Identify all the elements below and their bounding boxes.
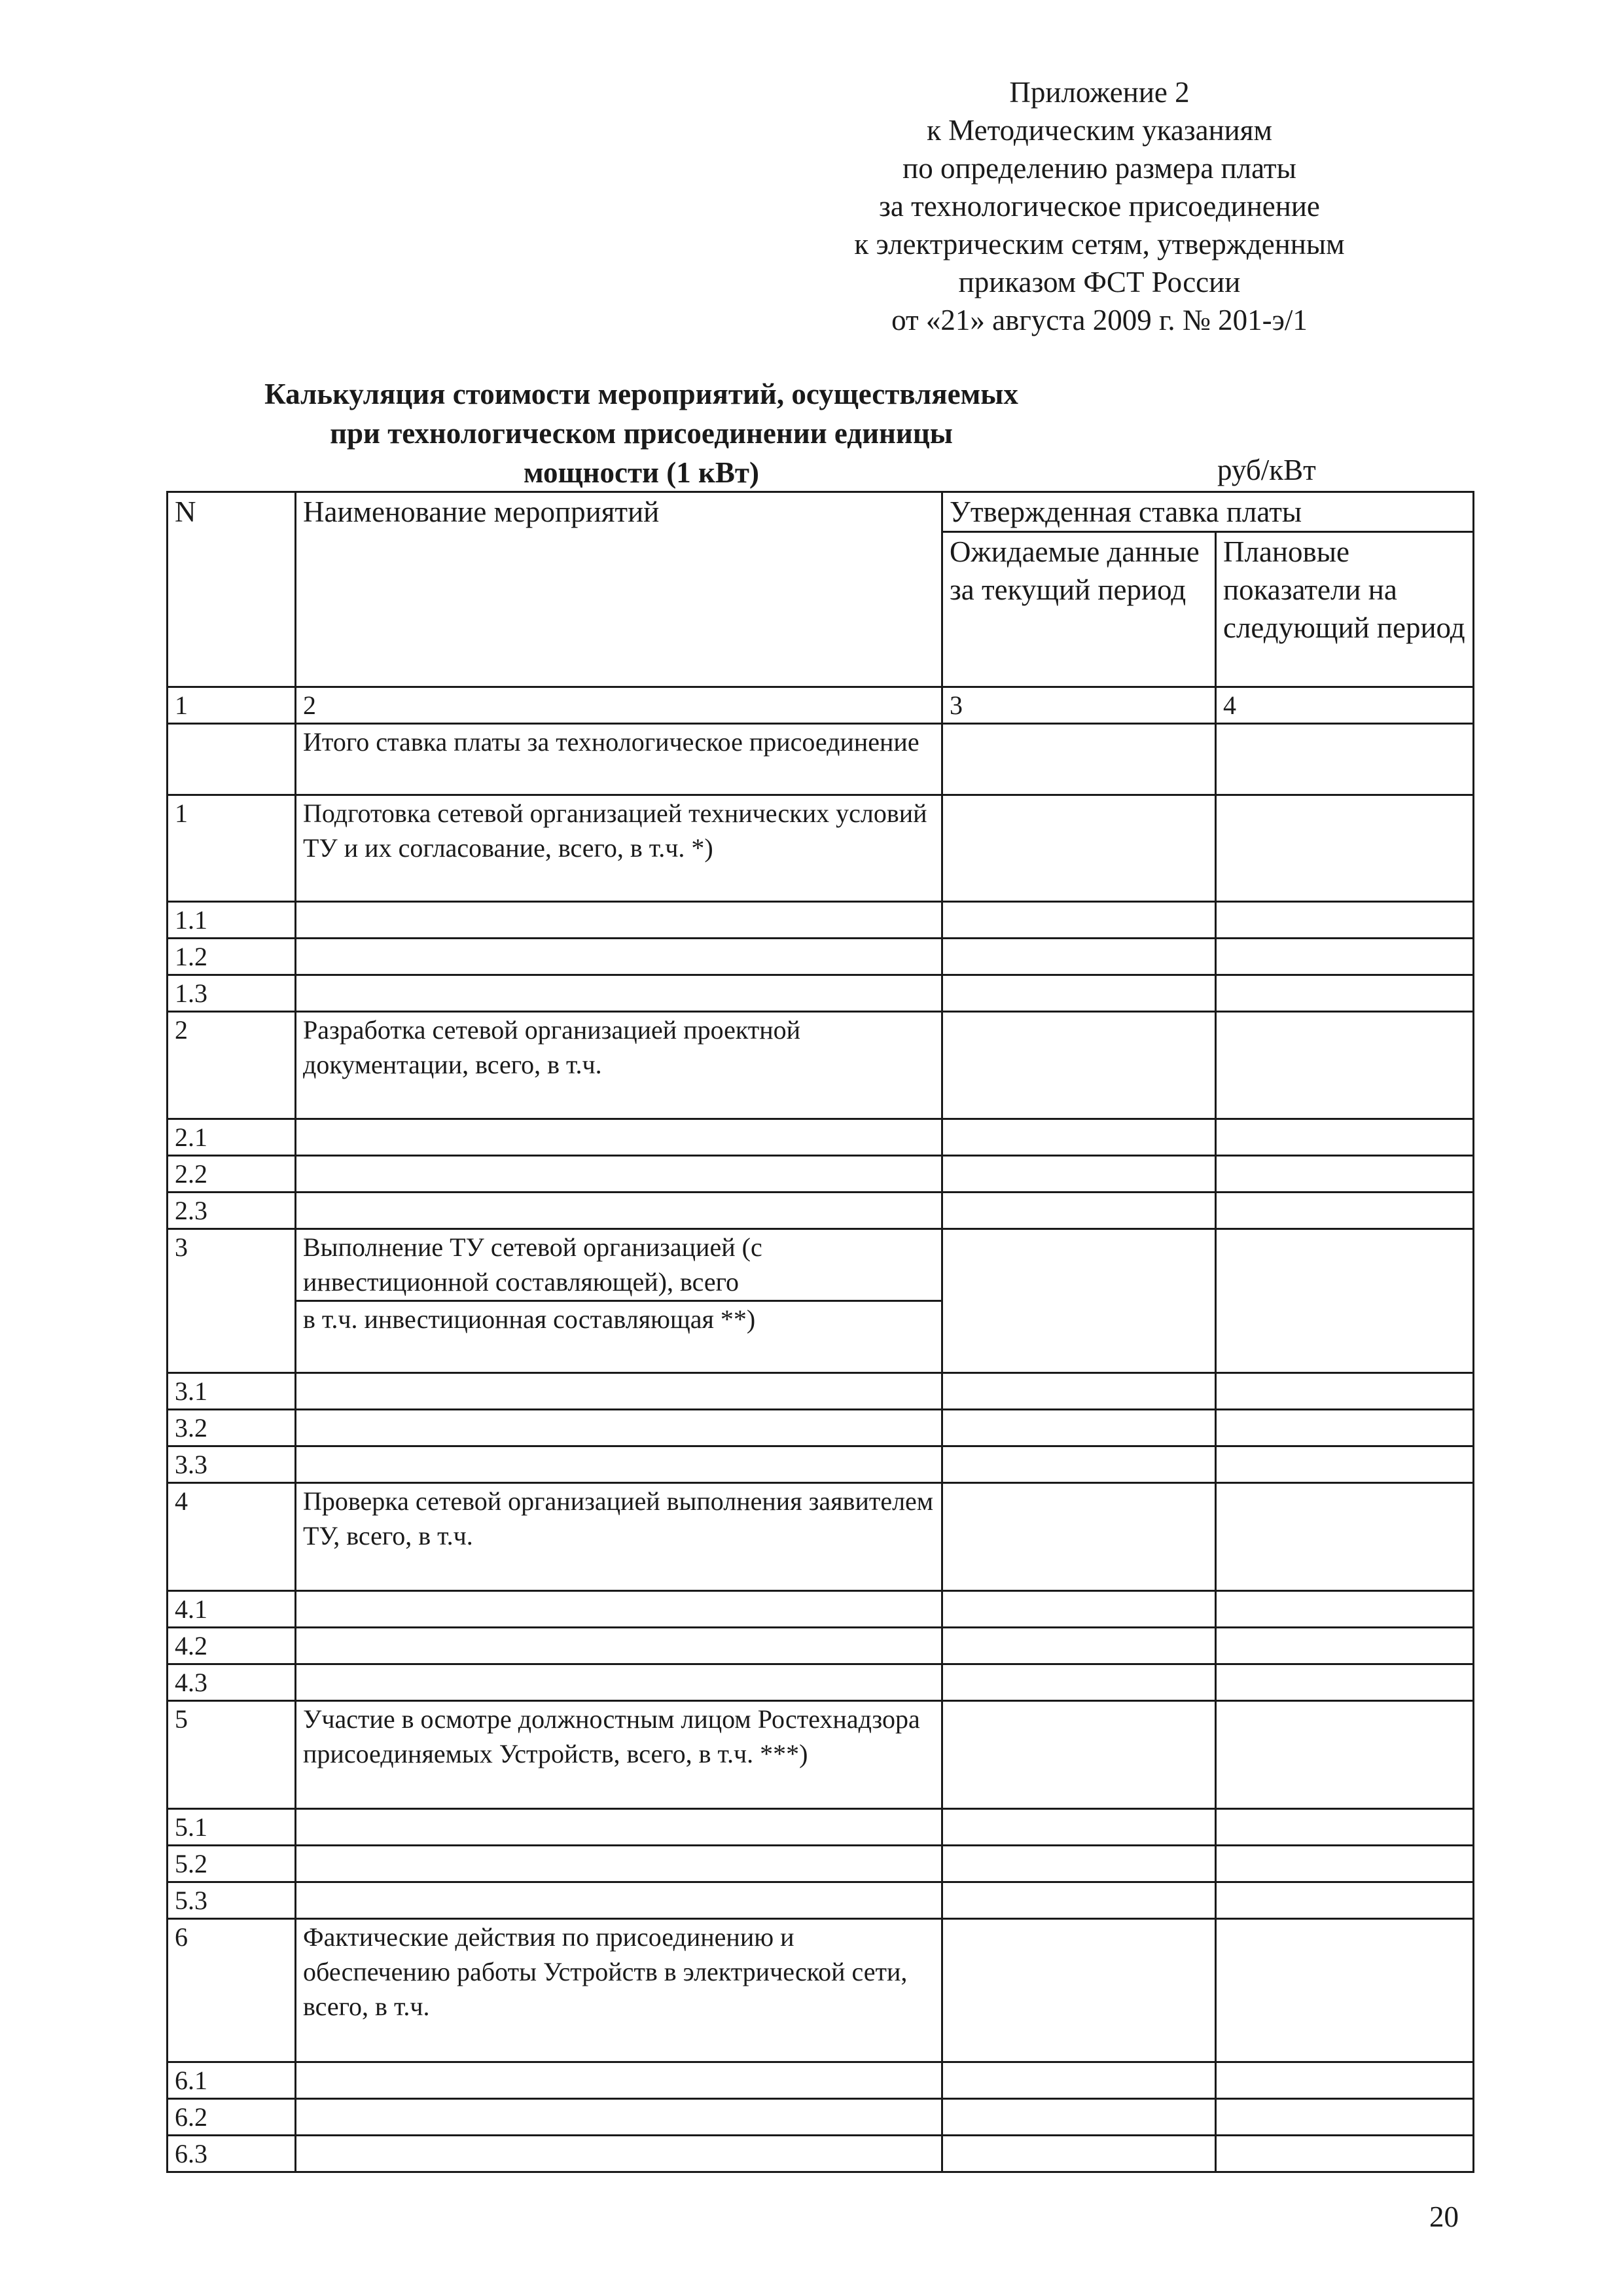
row-name (296, 1628, 942, 1664)
header-line: по определению размера платы (902, 152, 1296, 185)
header-line: к электрическим сетям, утвержденным (854, 228, 1345, 260)
row-planned-value (1216, 1628, 1474, 1664)
table-row (168, 1919, 1474, 2062)
row-number: 5.1 (168, 1809, 296, 1846)
col-header-rate: Утвержденная ставка платы (942, 492, 1474, 532)
row-planned-value (1216, 1446, 1474, 1483)
row-number: 4.2 (168, 1628, 296, 1664)
row-planned-value (1216, 1591, 1474, 1628)
row-number: 4.3 (168, 1664, 296, 1701)
row-planned-value (1216, 1119, 1474, 1156)
row-planned-value (1216, 1919, 1474, 2062)
row-planned-value (1216, 1701, 1474, 1809)
row-number: 4.1 (168, 1591, 296, 1628)
table-row (168, 2136, 1474, 2172)
row-number: 3.3 (168, 1446, 296, 1483)
row-number: 2.2 (168, 1156, 296, 1193)
row-number: 4 (168, 1483, 296, 1591)
col-number: 4 (1216, 687, 1474, 724)
table-row (168, 1809, 1474, 1846)
appendix-header (772, 73, 1427, 339)
row-number: 6.3 (168, 2136, 296, 2172)
row-planned-value (1216, 1410, 1474, 1446)
row-expected-value (942, 1809, 1216, 1846)
row-name (296, 1664, 942, 1701)
title-line-1: Калькуляция стоимости мероприятий, осуществляемых (264, 378, 1018, 410)
col-number: 3 (942, 687, 1216, 724)
row-name: Участие в осмотре должностным лицом Ростехнадзора присоединяемых Устройств, всего, в т.ч. ***) (296, 1701, 942, 1809)
table-row (168, 939, 1474, 975)
row-name (296, 939, 942, 975)
row-expected-value (942, 939, 1216, 975)
row-expected-value (942, 975, 1216, 1012)
row-number: 6 (168, 1919, 296, 2062)
row-planned-value (1216, 1373, 1474, 1410)
row-name: Проверка сетевой организацией выполнения заявителем ТУ, всего, в т.ч. (296, 1483, 942, 1591)
table-row (168, 1410, 1474, 1446)
units-label: руб/кВт (1217, 454, 1316, 486)
table-row (168, 2099, 1474, 2136)
row-planned-value (1216, 1664, 1474, 1701)
row-expected-value (942, 902, 1216, 939)
table-row (168, 795, 1474, 902)
row-name (296, 1809, 942, 1846)
row-name (296, 2136, 942, 2172)
row-name (296, 1410, 942, 1446)
row-planned-value (1216, 2136, 1474, 2172)
row-name (296, 2062, 942, 2099)
row-expected-value (942, 1664, 1216, 1701)
calculation-table (166, 491, 1474, 2173)
table-row (168, 1156, 1474, 1193)
header-line: от «21» августа 2009 г. № 201-э/1 (891, 304, 1308, 336)
row-name (296, 975, 942, 1012)
row-expected-value (942, 2136, 1216, 2172)
title-line-2: при технологическом присоединении единицы мощности (1 кВт) (330, 417, 953, 489)
row-expected-value (942, 1628, 1216, 1664)
row-planned-value (1216, 1229, 1474, 1373)
row-name: Выполнение ТУ сетевой организацией (с инвестиционной составляющей), всего (296, 1229, 942, 1301)
row-planned-value (1216, 1809, 1474, 1846)
row-name: Фактические действия по присоединению и обеспечению работы Устройств в электрической сети, всего, в т.ч. (296, 1919, 942, 2062)
row-number: 5 (168, 1701, 296, 1809)
row-number: 2.3 (168, 1193, 296, 1229)
col-number: 2 (296, 687, 942, 724)
table-row (168, 1373, 1474, 1410)
header-line: к Методическим указаниям (927, 114, 1272, 147)
row-planned-value (1216, 939, 1474, 975)
row-number (168, 724, 296, 795)
row-name: Подготовка сетевой организацией технических условий ТУ и их согласование, всего, в т.ч. *) (296, 795, 942, 902)
table-row (168, 1664, 1474, 1701)
row-planned-value (1216, 795, 1474, 902)
row-number: 2 (168, 1012, 296, 1119)
row-number: 5.2 (168, 1846, 296, 1882)
row-name (296, 1156, 942, 1193)
row-expected-value (942, 1229, 1216, 1373)
table-row (168, 1483, 1474, 1591)
row-number: 6.1 (168, 2062, 296, 2099)
row-planned-value (1216, 1882, 1474, 1919)
col-header-name: Наименование мероприятий (296, 492, 942, 687)
row-planned-value (1216, 2062, 1474, 2099)
row-name (296, 902, 942, 939)
row-expected-value (942, 1373, 1216, 1410)
table-row (168, 1701, 1474, 1809)
row-expected-value (942, 1193, 1216, 1229)
table-row (168, 1882, 1474, 1919)
row-name (296, 1373, 942, 1410)
row-expected-value (942, 1410, 1216, 1446)
row-planned-value (1216, 975, 1474, 1012)
document-title (262, 374, 1021, 492)
row-expected-value (942, 1119, 1216, 1156)
table-row (168, 1628, 1474, 1664)
row-number: 1.2 (168, 939, 296, 975)
row-expected-value (942, 1446, 1216, 1483)
row-number: 2.1 (168, 1119, 296, 1156)
row-name (296, 1846, 942, 1882)
row-expected-value (942, 1701, 1216, 1809)
row-number: 3 (168, 1229, 296, 1373)
row-expected-value (942, 1012, 1216, 1119)
row-expected-value (942, 2062, 1216, 2099)
row-expected-value (942, 1919, 1216, 2062)
table-row (168, 2062, 1474, 2099)
row-expected-value (942, 1483, 1216, 1591)
col-header-expected: Ожидаемые данные за текущий период (942, 532, 1216, 687)
table-row (168, 1846, 1474, 1882)
row-planned-value (1216, 1193, 1474, 1229)
table-row (168, 1446, 1474, 1483)
row-number: 1.1 (168, 902, 296, 939)
row-name: Разработка сетевой организацией проектной документации, всего, в т.ч. (296, 1012, 942, 1119)
table-row (168, 902, 1474, 939)
col-number: 1 (168, 687, 296, 724)
row-planned-value (1216, 1846, 1474, 1882)
row-expected-value (942, 795, 1216, 902)
row-planned-value (1216, 1483, 1474, 1591)
table-row (168, 1229, 1474, 1301)
page-number: 20 (1429, 2200, 1459, 2233)
row-planned-value (1216, 1156, 1474, 1193)
row-expected-value (942, 1156, 1216, 1193)
row-expected-value (942, 1882, 1216, 1919)
table-row (168, 975, 1474, 1012)
row-number: 6.2 (168, 2099, 296, 2136)
row-planned-value (1216, 1012, 1474, 1119)
row-expected-value (942, 1846, 1216, 1882)
table-row (168, 1193, 1474, 1229)
table-row (168, 724, 1474, 795)
col-header-n: N (168, 492, 296, 687)
row-name: Итого ставка платы за технологическое присоединение (296, 724, 942, 795)
row-name (296, 2099, 942, 2136)
table-row (168, 1119, 1474, 1156)
row-name (296, 1193, 942, 1229)
row-name: в т.ч. инвестиционная составляющая **) (296, 1301, 942, 1373)
row-number: 1 (168, 795, 296, 902)
row-number: 1.3 (168, 975, 296, 1012)
row-number: 5.3 (168, 1882, 296, 1919)
row-number: 3.2 (168, 1410, 296, 1446)
row-number: 3.1 (168, 1373, 296, 1410)
row-name (296, 1119, 942, 1156)
row-planned-value (1216, 724, 1474, 795)
row-planned-value (1216, 2099, 1474, 2136)
row-name (296, 1591, 942, 1628)
table-row (168, 1012, 1474, 1119)
col-header-planned: Плановые показатели на следующий период (1216, 532, 1474, 687)
header-line: приказом ФСТ России (958, 266, 1241, 298)
row-expected-value (942, 2099, 1216, 2136)
row-name (296, 1446, 942, 1483)
row-expected-value (942, 724, 1216, 795)
row-name (296, 1882, 942, 1919)
table-row (168, 1591, 1474, 1628)
row-planned-value (1216, 902, 1474, 939)
row-expected-value (942, 1591, 1216, 1628)
header-line: за технологическое присоединение (879, 190, 1320, 223)
header-line: Приложение 2 (1009, 76, 1190, 109)
